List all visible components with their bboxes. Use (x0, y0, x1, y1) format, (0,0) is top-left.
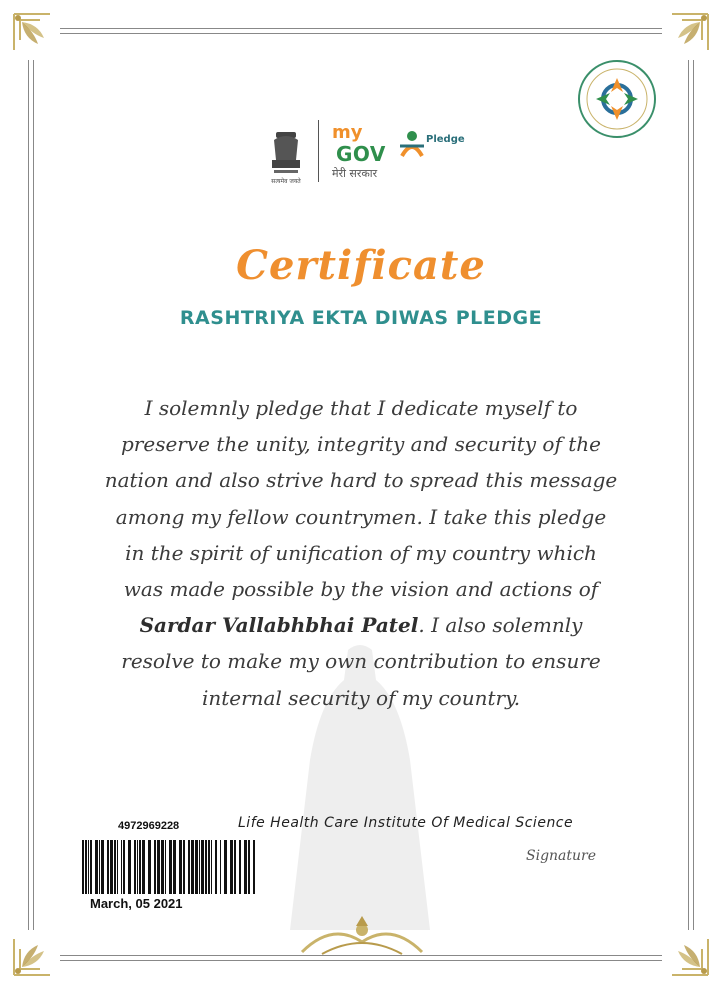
pledge-line: I solemnly pledge that I dedicate myself to (144, 396, 578, 420)
signature-label: Signature (526, 848, 597, 864)
pledge-line: nation and also strive hard to spread this message (104, 468, 618, 493)
mygov-pledge-tag: Pledge (426, 134, 465, 145)
national-emblem-icon (266, 126, 306, 186)
mygov-my-text: my (332, 122, 363, 143)
border-top-line-inner (60, 33, 662, 34)
emblem-caption: सत्यमेव जयते (271, 178, 301, 185)
pledge-line (98, 607, 624, 643)
pledge-after-name: . I also solemnly (418, 613, 583, 638)
corner-ornament-bottom-right (652, 919, 712, 979)
mygov-people-icon (398, 128, 426, 160)
border-left-line (28, 60, 29, 930)
mygov-gov-text: GOV (336, 142, 386, 166)
mygov-hindi-text: मेरी सरकार (332, 167, 378, 180)
corner-ornament-bottom-left (10, 919, 70, 979)
pledge-line: preserve the unity, integrity and security of the (121, 432, 601, 457)
bottom-ornament (292, 912, 432, 962)
border-right-line-inner (693, 60, 694, 930)
border-right-line (688, 60, 689, 930)
border-left-line-inner (33, 60, 34, 930)
border-top-line (60, 28, 662, 29)
ekta-diwas-seal-icon (576, 58, 658, 140)
pledge-line: internal security of my country. (201, 685, 521, 710)
pledge-subtitle: RASHTRIYA EKTA DIWAS PLEDGE (179, 307, 543, 329)
corner-ornament-top-right (652, 10, 712, 70)
pledge-line: in the spirit of unification of my country which (125, 540, 597, 565)
certificate-number: 4972969228 (118, 820, 180, 832)
certificate-title: Certificate (236, 242, 486, 289)
logo-divider (318, 120, 319, 182)
pledge-line: resolve to make my own contribution to ensure (121, 649, 601, 674)
institution-name: Life Health Care Institute Of Medical Science (238, 815, 574, 831)
pledge-text (98, 390, 624, 716)
patel-name: Sardar Vallabhbhai Patel (139, 613, 419, 638)
certificate-date: March, 05 2021 (90, 896, 183, 911)
mygov-logo (330, 118, 480, 188)
corner-ornament-top-left (10, 10, 70, 70)
pledge-line: was made possible by the vision and actions of (123, 577, 599, 602)
pledge-line: among my fellow countrymen. I take this pledge (115, 504, 607, 529)
barcode-icon (80, 840, 260, 894)
